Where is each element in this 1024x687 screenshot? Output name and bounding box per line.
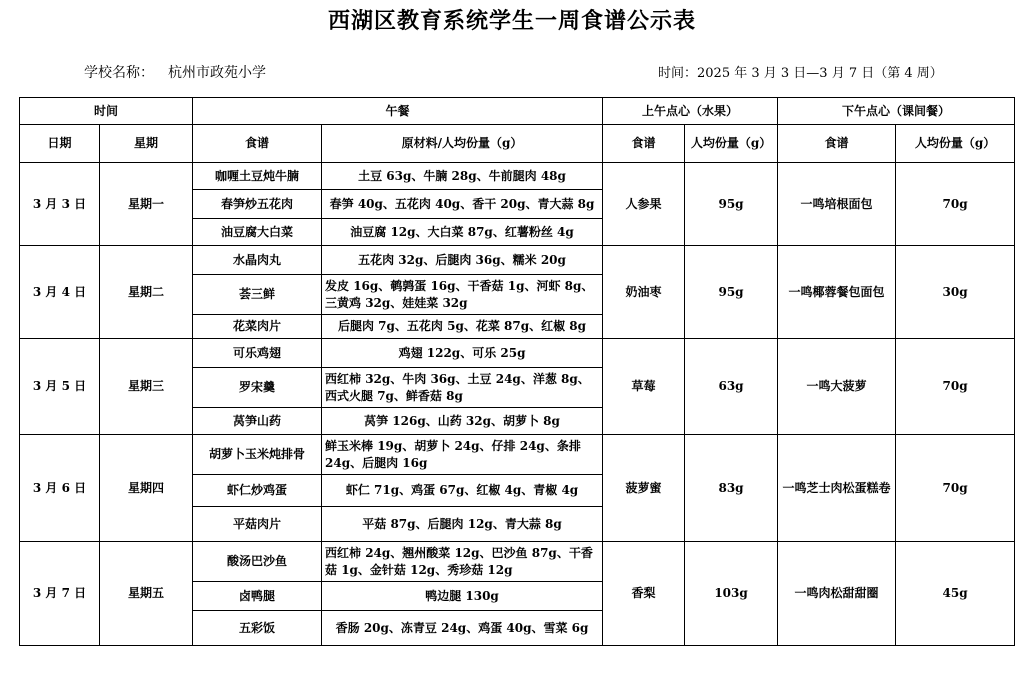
header-afternoon-dish: 食谱: [778, 125, 896, 163]
morning-snack-name: 人参果: [603, 163, 685, 246]
dish-name: 莴笋山药: [193, 408, 322, 435]
date-cell: 3 月 5 日: [20, 339, 100, 435]
afternoon-snack-name: 一鸣大菠萝: [778, 339, 896, 435]
date-cell: 3 月 6 日: [20, 435, 100, 542]
dish-ingredients: 鸡翅 122g、可乐 25g: [322, 339, 603, 368]
page-title: 西湖区教育系统学生一周食谱公示表: [327, 8, 696, 34]
morning-snack-portion: 103g: [685, 542, 778, 646]
afternoon-snack-name: 一鸣培根面包: [778, 163, 896, 246]
afternoon-snack-portion: 70g: [896, 163, 1015, 246]
table-row: [20, 542, 1015, 582]
table-row: [20, 339, 1015, 368]
morning-snack-name: 草莓: [603, 339, 685, 435]
header-ingredients: 原材料/人均份量（g）: [322, 125, 603, 163]
table-row: [20, 246, 1015, 275]
date-cell: 3 月 7 日: [20, 542, 100, 646]
afternoon-snack-name: 一鸣椰蓉餐包面包: [778, 246, 896, 339]
header-dish: 食谱: [193, 125, 322, 163]
dish-ingredients: 土豆 63g、牛腩 28g、牛前腿肉 48g: [322, 163, 603, 190]
table-row: [20, 163, 1015, 190]
date-range: 时间：2025 年 3 月 3 日—3 月 7 日（第 4 周）: [658, 66, 943, 81]
dish-name: 油豆腐大白菜: [193, 219, 322, 246]
dish-name: 虾仁炒鸡蛋: [193, 475, 322, 507]
dish-ingredients: 莴笋 126g、山药 32g、胡萝卜 8g: [322, 408, 603, 435]
morning-snack-name: 奶油枣: [603, 246, 685, 339]
afternoon-snack-name: 一鸣芝士肉松蛋糕卷: [778, 435, 896, 542]
dish-ingredients: 鸭边腿 130g: [322, 582, 603, 611]
dish-name: 可乐鸡翅: [193, 339, 322, 368]
header-morning-snack: 上午点心（水果）: [603, 98, 778, 125]
dish-name: 春笋炒五花肉: [193, 190, 322, 219]
dish-name: 酸汤巴沙鱼: [193, 542, 322, 582]
table-row: [20, 435, 1015, 475]
dish-name: 水晶肉丸: [193, 246, 322, 275]
school-info: [84, 62, 266, 82]
dish-name: 胡萝卜玉米炖排骨: [193, 435, 322, 475]
menu-table: [19, 97, 1015, 646]
afternoon-snack-portion: 70g: [896, 339, 1015, 435]
dish-name: 咖喱土豆炖牛腩: [193, 163, 322, 190]
dish-ingredients: 后腿肉 7g、五花肉 5g、花菜 87g、红椒 8g: [322, 315, 603, 339]
dish-ingredients: 发皮 16g、鹌鹑蛋 16g、干香菇 1g、河虾 8g、三黄鸡 32g、娃娃菜 32g: [322, 275, 603, 315]
dish-ingredients: 虾仁 71g、鸡蛋 67g、红椒 4g、青椒 4g: [322, 475, 603, 507]
morning-snack-portion: 95g: [685, 163, 778, 246]
dish-name: 花菜肉片: [193, 315, 322, 339]
dish-ingredients: 西红柿 24g、翘州酸菜 12g、巴沙鱼 87g、干香菇 1g、金针菇 12g、秀珍菇 12g: [322, 542, 603, 582]
header-morning-portion: 人均份量（g）: [685, 125, 778, 163]
school-label: 学校名称：: [84, 65, 154, 81]
header-morning-dish: 食谱: [603, 125, 685, 163]
weekday-cell: 星期四: [100, 435, 193, 542]
afternoon-snack-portion: 45g: [896, 542, 1015, 646]
header-date: 日期: [20, 125, 100, 163]
dish-ingredients: 香肠 20g、冻青豆 24g、鸡蛋 40g、雪菜 6g: [322, 611, 603, 646]
dish-name: 卤鸭腿: [193, 582, 322, 611]
date-cell: 3 月 4 日: [20, 246, 100, 339]
header-lunch: 午餐: [193, 98, 603, 125]
dish-name: 五彩饭: [193, 611, 322, 646]
afternoon-snack-portion: 30g: [896, 246, 1015, 339]
weekday-cell: 星期一: [100, 163, 193, 246]
header-afternoon-snack: 下午点心（课间餐）: [778, 98, 1015, 125]
dish-ingredients: 油豆腐 12g、大白菜 87g、红薯粉丝 4g: [322, 219, 603, 246]
weekday-cell: 星期五: [100, 542, 193, 646]
dish-ingredients: 西红柿 32g、牛肉 36g、土豆 24g、洋葱 8g、西式火腿 7g、鲜香菇 8g: [322, 368, 603, 408]
dish-name: 荟三鲜: [193, 275, 322, 315]
dish-name: 罗宋羹: [193, 368, 322, 408]
morning-snack-name: 菠萝蜜: [603, 435, 685, 542]
dish-name: 平菇肉片: [193, 507, 322, 542]
weekday-cell: 星期二: [100, 246, 193, 339]
afternoon-snack-name: 一鸣肉松甜甜圈: [778, 542, 896, 646]
school-name: 杭州市政苑小学: [168, 65, 266, 81]
header-weekday: 星期: [100, 125, 193, 163]
morning-snack-portion: 83g: [685, 435, 778, 542]
header-row-2: [20, 125, 1015, 163]
morning-snack-portion: 63g: [685, 339, 778, 435]
header-row-1: [20, 98, 1015, 125]
header-time: 时间: [20, 98, 193, 125]
dish-ingredients: 春笋 40g、五花肉 40g、香干 20g、青大蒜 8g: [322, 190, 603, 219]
morning-snack-name: 香梨: [603, 542, 685, 646]
header-afternoon-portion: 人均份量（g）: [896, 125, 1015, 163]
afternoon-snack-portion: 70g: [896, 435, 1015, 542]
weekday-cell: 星期三: [100, 339, 193, 435]
dish-ingredients: 鲜玉米棒 19g、胡萝卜 24g、仔排 24g、条排 24g、后腿肉 16g: [322, 435, 603, 475]
morning-snack-portion: 95g: [685, 246, 778, 339]
dish-ingredients: 平菇 87g、后腿肉 12g、青大蒜 8g: [322, 507, 603, 542]
date-cell: 3 月 3 日: [20, 163, 100, 246]
dish-ingredients: 五花肉 32g、后腿肉 36g、糯米 20g: [322, 246, 603, 275]
